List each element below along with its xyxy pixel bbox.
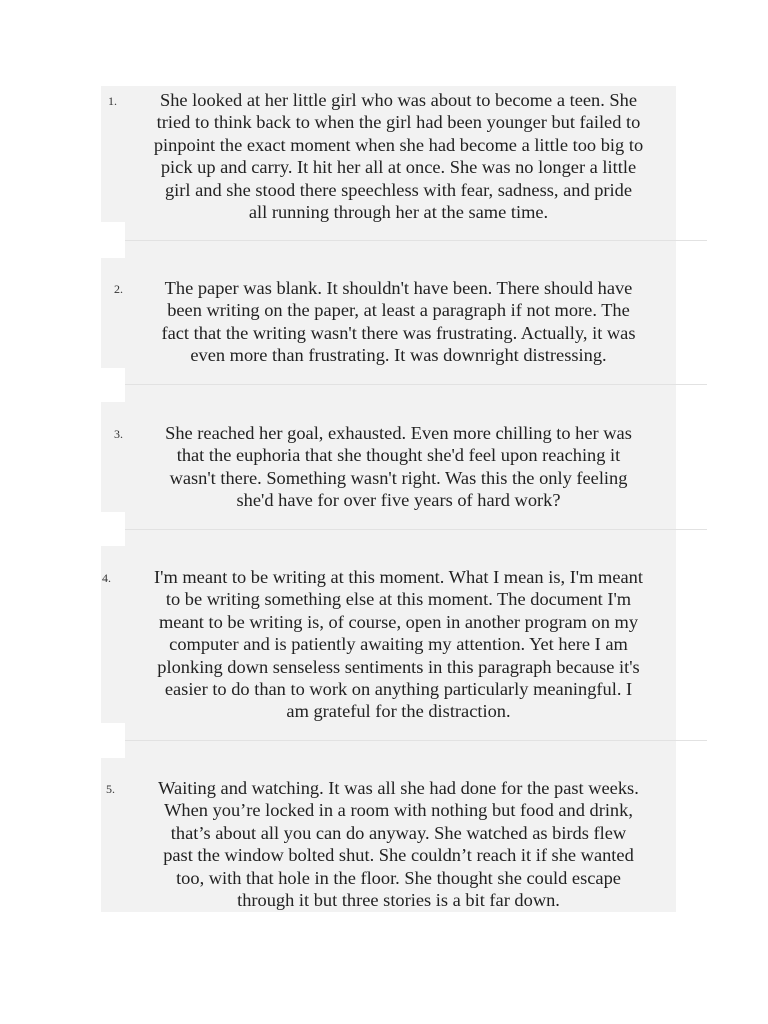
paragraph-text: She reached her goal, exhausted. Even more chilling to her was that the euphoria that she thought she'd feel upon reaching it wasn't there. Something wasn't right. Was this the only feeling she'd have for over five years of hard work? xyxy=(165,423,632,511)
paragraph-text: The paper was blank. It shouldn't have been. There should have been writing on the paper, at least a paragraph if not more. The fact that the writing wasn't there was frustrating. Actually, it was even more than frustrating. It was downright distressing. xyxy=(161,278,636,366)
paragraph-text: I'm meant to be writing at this moment. What I mean is, I'm meant to be writing something else at this moment. The document I'm meant to be writing is, of course, open in another program on my computer and is patiently awaiting my attention. Yet here I am plonking down senseless sentiments in this paragraph because it's easier to do than to work on anything particularly meaningful. I am grateful for the distraction. xyxy=(154,567,643,722)
list-item xyxy=(101,89,676,223)
paragraph-text: Waiting and watching. It was all she had done for the past weeks. When you’re locked in a room with nothing but food and drink, that’s about all you can do anyway. She watched as birds flew past the window bolted shut. She couldn’t reach it if she wanted too, with that hole in the floor. She thought she could escape through it but three stories is a bit far down. xyxy=(158,778,639,911)
separator-line xyxy=(125,740,707,741)
list-number: 4. xyxy=(102,571,111,585)
list-number: 1. xyxy=(108,94,117,108)
separator-notch xyxy=(101,512,125,546)
list-number: 2. xyxy=(114,282,123,296)
paragraph-text: She looked at her little girl who was about to become a teen. She tried to think back to when the girl had been younger but failed to pinpoint the exact moment when she had become a little too big to pick up and carry. It hit her all at once. She was no longer a little girl and she stood there speechless with fear, sadness, and pride all running through her at the same time. xyxy=(153,90,644,223)
separator-line xyxy=(125,384,707,385)
list-number: 3. xyxy=(114,427,123,441)
separator-notch xyxy=(101,723,125,758)
list-item xyxy=(101,777,676,911)
separator-notch xyxy=(101,368,125,402)
list-item xyxy=(101,422,676,512)
separator-line xyxy=(125,529,707,530)
list-item xyxy=(101,566,676,723)
separator-notch xyxy=(101,222,125,258)
list-item xyxy=(101,277,676,367)
separator-line xyxy=(125,240,707,241)
list-number: 5. xyxy=(106,782,115,796)
